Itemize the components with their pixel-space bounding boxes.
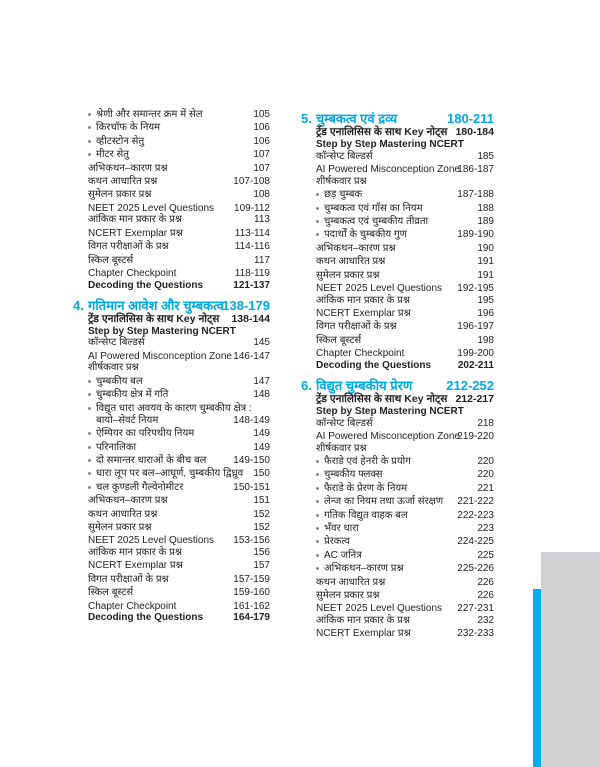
page-number: 138-179 — [222, 297, 270, 313]
entry-title: विगत परीक्षाओं के प्रश्न — [88, 241, 169, 253]
entry-title: कॉन्सेप्ट बिल्डर्स — [316, 417, 373, 429]
page-number: 221-222 — [457, 496, 494, 508]
entry-title: Decoding the Questions — [88, 279, 204, 291]
chapter-heading[interactable] — [298, 111, 494, 127]
entry-title: कथन आधारित प्रश्न — [88, 508, 158, 520]
entry-title: Step by Step Mastering NCERT — [316, 406, 464, 417]
page-number: 150 — [253, 468, 270, 480]
toc-entry[interactable] — [298, 523, 494, 535]
toc-entry[interactable] — [70, 415, 270, 427]
page-number: 151 — [253, 495, 270, 507]
toc-entry[interactable] — [298, 189, 494, 201]
entry-title: Step by Step Mastering NCERT — [88, 325, 236, 337]
page-number: 148-149 — [233, 414, 270, 426]
entry-title: शीर्षकवार प्रश्न — [316, 442, 367, 454]
page-number: 223 — [477, 523, 494, 534]
toc-entry[interactable] — [298, 256, 494, 268]
entry-title: कथन आधारित प्रश्न — [316, 576, 386, 588]
page-number: 106 — [253, 122, 270, 134]
toc-entry[interactable] — [298, 151, 494, 163]
bullet-icon — [88, 113, 91, 116]
toc-entry[interactable] — [298, 443, 494, 455]
entry-title: पदार्थों के चुम्बकीय गुण — [324, 229, 407, 241]
toc-entry[interactable] — [298, 164, 494, 176]
entry-title: ऐम्पियर का परिपथीय नियम — [96, 428, 195, 440]
toc-entry[interactable] — [70, 442, 270, 454]
page-number: 152 — [253, 508, 270, 520]
toc-entry[interactable] — [298, 483, 494, 495]
toc-entry[interactable] — [298, 510, 494, 522]
bullet-icon — [88, 153, 91, 156]
entry-title: फैराडे के प्रेरण के नियम — [324, 482, 408, 494]
entry-title: भँवर धारा — [324, 523, 359, 534]
bullet-icon — [316, 527, 319, 530]
toc-entry[interactable] — [298, 628, 494, 640]
toc-entry[interactable] — [70, 122, 270, 134]
toc-entry[interactable] — [70, 468, 270, 480]
entry-title: अभिकथन–कारण प्रश्न — [88, 162, 168, 174]
page-number: 180-184 — [455, 126, 494, 138]
bullet-icon — [88, 140, 91, 143]
toc-entry[interactable] — [298, 243, 494, 255]
toc-entry[interactable] — [298, 603, 494, 615]
bullet-icon — [88, 432, 91, 435]
entry-title: अभिकथन–कारण प्रश्न — [316, 242, 396, 254]
toc-entry[interactable] — [70, 337, 270, 349]
page-number: 225-226 — [457, 563, 494, 575]
entry-title: छड़ चुम्बक — [324, 189, 363, 201]
bullet-icon — [88, 472, 91, 475]
bullet-icon — [316, 460, 319, 463]
toc-entry[interactable] — [70, 376, 270, 388]
entry-title: चुम्बकत्व एवं द्रव्य — [316, 111, 398, 126]
page-number: 164-179 — [233, 612, 270, 624]
toc-entry[interactable] — [298, 456, 494, 468]
entry-title: NCERT Exemplar प्रश्न — [88, 227, 183, 239]
entry-title: AC जनित्र — [324, 549, 362, 561]
entry-title: NCERT Exemplar प्रश्न — [316, 628, 411, 640]
page-number: 113-114 — [234, 227, 270, 239]
entry-title: विद्युत धारा अवयव के कारण चुम्बकीय क्षेत्र : — [96, 402, 252, 414]
page-number: 149-150 — [233, 455, 270, 466]
toc-entry[interactable] — [298, 431, 494, 443]
entry-title: NEET 2025 Level Questions — [316, 283, 443, 294]
page-number: 108 — [253, 189, 270, 201]
entry-title: Decoding the Questions — [316, 359, 432, 371]
toc-entry[interactable] — [298, 295, 494, 307]
page-number: 189-190 — [457, 229, 494, 241]
entry-title: स्किल बूस्टर्स — [88, 587, 134, 599]
page-number: 145 — [253, 337, 270, 349]
bullet-icon — [88, 486, 91, 489]
bullet-icon — [316, 207, 319, 210]
entry-title: चुम्बकीय बल — [96, 375, 143, 387]
toc-entry[interactable] — [70, 389, 270, 401]
toc-entry[interactable] — [70, 109, 270, 121]
entry-title: लेन्ज का नियम तथा ऊर्जा संरक्षण — [324, 496, 444, 508]
bullet-icon — [316, 220, 319, 223]
page-number: 157 — [253, 560, 270, 572]
toc-entry[interactable] — [298, 615, 494, 627]
page-number: 161-162 — [233, 600, 270, 612]
entry-title: Step by Step Mastering NCERT — [316, 139, 464, 151]
toc-entry[interactable] — [298, 176, 494, 188]
page-number: 121-137 — [233, 279, 270, 291]
entry-title: विगत परीक्षाओं के प्रश्न — [88, 573, 169, 585]
bullet-icon — [316, 473, 319, 476]
toc-entry[interactable] — [70, 509, 270, 521]
toc-entry[interactable] — [298, 577, 494, 589]
toc-entry[interactable] — [70, 587, 270, 599]
toc-entry[interactable] — [70, 313, 270, 325]
entry-title: आंकिक मान प्रकार के प्रश्न — [316, 294, 410, 306]
bullet-icon — [88, 380, 91, 383]
entry-title: धारा लूप पर बल–आघूर्ण, चुम्बकीय द्विध्रुव — [96, 468, 244, 480]
page-number: 107 — [253, 149, 270, 161]
page-number: 157-159 — [233, 573, 270, 585]
page-number: 156 — [253, 547, 270, 558]
page-number: 153-156 — [233, 535, 270, 547]
entry-title: शीर्षकवार प्रश्न — [316, 175, 367, 187]
entry-title: ट्रेंड एनालिसिस के साथ Key नोट्स — [88, 312, 220, 325]
toc-entry[interactable] — [70, 560, 270, 572]
page-number: 232 — [477, 615, 494, 626]
entry-title: ट्रेंड एनालिसिस के साथ Key नोट्स — [316, 126, 448, 138]
entry-title: किरचॉफ के नियम — [96, 122, 161, 134]
page-number: 150-151 — [233, 481, 270, 493]
toc-entry[interactable] — [70, 268, 270, 280]
toc-entry[interactable] — [70, 228, 270, 240]
entry-title: AI Powered Misconception Zone — [88, 350, 232, 362]
toc-entry[interactable] — [70, 612, 270, 624]
toc-entry[interactable] — [298, 590, 494, 602]
toc-entry[interactable] — [298, 406, 494, 418]
entry-title: स्किल बूस्टर्स — [88, 254, 134, 266]
entry-title: कथन आधारित प्रश्न — [88, 176, 158, 187]
toc-entry[interactable] — [70, 189, 270, 201]
toc-entry[interactable] — [298, 393, 494, 405]
page-number: 191 — [477, 256, 494, 268]
toc-entry[interactable] — [298, 496, 494, 508]
page-number: 147 — [253, 375, 270, 387]
chapter-marker-bar — [533, 589, 541, 767]
bullet-icon — [88, 126, 91, 129]
toc-entry[interactable] — [298, 563, 494, 575]
page-number: 117 — [254, 254, 270, 266]
bullet-icon — [316, 567, 319, 570]
entry-title: सुमेलन प्रकार प्रश्न — [316, 269, 380, 281]
entry-title: परिनालिका — [96, 441, 137, 453]
entry-title: व्हीटस्टोन सेतु — [96, 135, 145, 147]
page-number: 198 — [477, 334, 494, 346]
entry-title: सुमेलन प्रकार प्रश्न — [88, 522, 152, 533]
entry-title: चुम्बकत्व एवं चुम्बकीय तीव्रता — [324, 216, 429, 227]
toc-entry[interactable] — [70, 535, 270, 547]
entry-title: Chapter Checkpoint — [88, 600, 177, 612]
entry-title: दो समान्तर धाराओं के बीच बल — [96, 455, 207, 466]
chapter-number: 6. — [301, 377, 312, 393]
toc-entry[interactable] — [298, 229, 494, 241]
toc-entry[interactable] — [70, 280, 270, 292]
entry-title: Decoding the Questions — [88, 612, 204, 624]
entry-title: श्रेणी और समान्तर क्रम में सेल — [96, 109, 203, 120]
toc-entry[interactable] — [70, 428, 270, 440]
page-number: 189 — [477, 216, 494, 227]
entry-title: सुमेलन प्रकार प्रश्न — [316, 590, 380, 601]
toc-entry[interactable] — [298, 360, 494, 372]
chapter-heading[interactable] — [70, 298, 270, 314]
entry-title: आंकिक मान प्रकार के प्रश्न — [88, 214, 182, 226]
page-number: 114-116 — [234, 241, 270, 253]
toc-entry[interactable] — [70, 601, 270, 613]
bullet-icon — [88, 459, 91, 462]
page-number: 149 — [253, 441, 270, 453]
page-number: 212-252 — [446, 377, 494, 393]
entry-title: चुम्बकीय फ्लक्स — [324, 469, 383, 481]
toc-entry[interactable] — [70, 176, 270, 188]
entry-title: चल कुण्डली गैल्वेनोमीटर — [96, 481, 184, 493]
toc-entry[interactable] — [298, 348, 494, 360]
page-number: 180-211 — [447, 111, 494, 126]
toc-entry[interactable] — [70, 255, 270, 267]
entry-title: AI Powered Misconception Zone — [316, 164, 460, 176]
entry-title: AI Powered Misconception Zone — [316, 431, 460, 442]
page-number: 113 — [254, 214, 270, 226]
toc-entry[interactable] — [298, 550, 494, 562]
toc-entry[interactable] — [70, 403, 270, 415]
page-number: 221 — [477, 482, 494, 494]
bullet-icon — [88, 393, 91, 396]
bullet-icon — [316, 540, 319, 543]
toc-entry[interactable] — [70, 326, 270, 338]
toc-entry[interactable] — [298, 126, 494, 138]
toc-entry[interactable] — [298, 139, 494, 151]
page-number: 187-188 — [457, 189, 494, 201]
toc-entry[interactable] — [70, 241, 270, 253]
toc-entry[interactable] — [298, 216, 494, 228]
toc-entry[interactable] — [70, 547, 270, 559]
entry-title: NEET 2025 Level Questions — [88, 202, 215, 214]
toc-entry[interactable] — [298, 203, 494, 215]
toc-entry[interactable] — [70, 495, 270, 507]
page-number: 152 — [253, 522, 270, 533]
toc-entry[interactable] — [298, 270, 494, 282]
page-number: 218 — [477, 417, 494, 429]
toc-entry[interactable] — [70, 149, 270, 161]
toc-entry[interactable] — [70, 362, 270, 374]
entry-title: चुम्बकीय क्षेत्र में गति — [96, 389, 169, 401]
page-number: 227-231 — [457, 603, 494, 615]
page-number: 146-147 — [233, 350, 270, 362]
page-number: 226 — [477, 576, 494, 588]
entry-title: चुम्बकत्व एवं गॉस का नियम — [324, 202, 423, 214]
entry-title: फैराडे एवं हेनरी के प्रयोग — [324, 456, 411, 467]
page-number: 191 — [477, 269, 494, 281]
page-number: 109-112 — [234, 202, 270, 214]
toc-entry[interactable] — [70, 214, 270, 226]
entry-title: NEET 2025 Level Questions — [88, 535, 215, 547]
entry-title: प्रेरकत्व — [324, 536, 350, 548]
toc-entry[interactable] — [70, 522, 270, 534]
page-number: 225 — [477, 549, 494, 561]
toc-entry[interactable] — [70, 203, 270, 215]
entry-title: कॉन्सेप्ट बिल्डर्स — [316, 150, 373, 162]
entry-title: कॉन्सेप्ट बिल्डर्स — [88, 337, 145, 349]
entry-title: अभिकथन–कारण प्रश्न — [324, 563, 404, 575]
entry-title: अभिकथन–कारण प्रश्न — [88, 495, 168, 507]
page-number: 107-108 — [233, 176, 270, 187]
page-number: 148 — [253, 389, 270, 401]
toc-entry[interactable] — [70, 574, 270, 586]
toc-entry[interactable] — [298, 469, 494, 481]
page-number: 107 — [253, 162, 270, 174]
toc-entry[interactable] — [298, 283, 494, 295]
toc-entry[interactable] — [298, 308, 494, 320]
entry-title: स्किल बूस्टर्स — [316, 334, 362, 346]
page-number: 138-144 — [231, 312, 270, 325]
page-number: 188 — [477, 202, 494, 214]
entry-title: ट्रेंड एनालिसिस के साथ Key नोट्स — [316, 392, 448, 405]
toc-entry[interactable] — [298, 418, 494, 430]
bullet-icon — [316, 500, 319, 503]
page-number: 190 — [477, 242, 494, 254]
entry-title: विद्युत चुम्बकीय प्रेरण — [316, 377, 413, 393]
bullet-icon — [316, 233, 319, 236]
page-number: 232-233 — [457, 628, 494, 640]
entry-title: NCERT Exemplar प्रश्न — [88, 560, 183, 572]
toc-entry[interactable] — [70, 455, 270, 467]
bullet-icon — [316, 487, 319, 490]
page-number: 219-220 — [457, 431, 494, 442]
bullet-icon — [316, 554, 319, 557]
entry-title: NEET 2025 Level Questions — [316, 603, 443, 615]
page-number: 185 — [477, 150, 494, 162]
page-number: 220 — [477, 456, 494, 467]
toc-entry[interactable] — [298, 536, 494, 548]
entry-title: कथन आधारित प्रश्न — [316, 256, 386, 268]
page-number: 222-223 — [457, 509, 494, 521]
entry-title: आंकिक मान प्रकार के प्रश्न — [316, 615, 410, 626]
entry-title: विगत परीक्षाओं के प्रश्न — [316, 321, 397, 333]
page-number: 202-211 — [457, 359, 494, 371]
page-number: 159-160 — [233, 587, 270, 599]
page-number: 212-217 — [455, 392, 494, 405]
bullet-icon — [88, 407, 91, 410]
entry-title: Chapter Checkpoint — [316, 348, 405, 360]
entry-title: गतिमान आवेश और चुम्बकत्व — [88, 297, 224, 313]
page-number: 105 — [253, 109, 270, 120]
page-number: 224-225 — [457, 536, 494, 548]
entry-title: सुमेलन प्रकार प्रश्न — [88, 189, 152, 201]
entry-title: Chapter Checkpoint — [88, 268, 177, 279]
chapter-number: 5. — [301, 111, 312, 126]
toc-entry[interactable] — [70, 482, 270, 494]
page-number: 118-119 — [234, 268, 270, 279]
entry-title: NCERT Exemplar प्रश्न — [316, 308, 411, 319]
page-number: 226 — [477, 590, 494, 601]
entry-title: मीटर सेतु — [96, 149, 129, 161]
chapter-heading[interactable] — [298, 378, 494, 394]
toc-entry[interactable] — [70, 136, 270, 148]
page-number: 195 — [477, 294, 494, 306]
toc-entry[interactable] — [70, 163, 270, 175]
page-number: 106 — [253, 135, 270, 147]
chapter-number: 4. — [73, 297, 84, 313]
page-number: 196 — [477, 308, 494, 319]
toc-entry[interactable] — [298, 321, 494, 333]
bullet-icon — [316, 514, 319, 517]
page-number: 196-197 — [457, 321, 494, 333]
page-number: 192-195 — [457, 283, 494, 294]
toc-entry[interactable] — [70, 351, 270, 363]
entry-title: बायो–सेवर्ट नियम — [96, 414, 159, 426]
entry-title: शीर्षकवार प्रश्न — [88, 362, 139, 374]
entry-title: आंकिक मान प्रकार के प्रश्न — [88, 547, 182, 558]
page-number: 149 — [253, 428, 270, 440]
toc-entry[interactable] — [298, 335, 494, 347]
page-number: 220 — [477, 469, 494, 481]
bullet-icon — [88, 446, 91, 449]
bullet-icon — [316, 193, 319, 196]
page-number: 199-200 — [457, 348, 494, 360]
entry-title: गतिक विद्युत वाहक बल — [324, 509, 408, 521]
page-number: 186-187 — [457, 164, 494, 176]
page-edge-tab — [541, 552, 600, 767]
